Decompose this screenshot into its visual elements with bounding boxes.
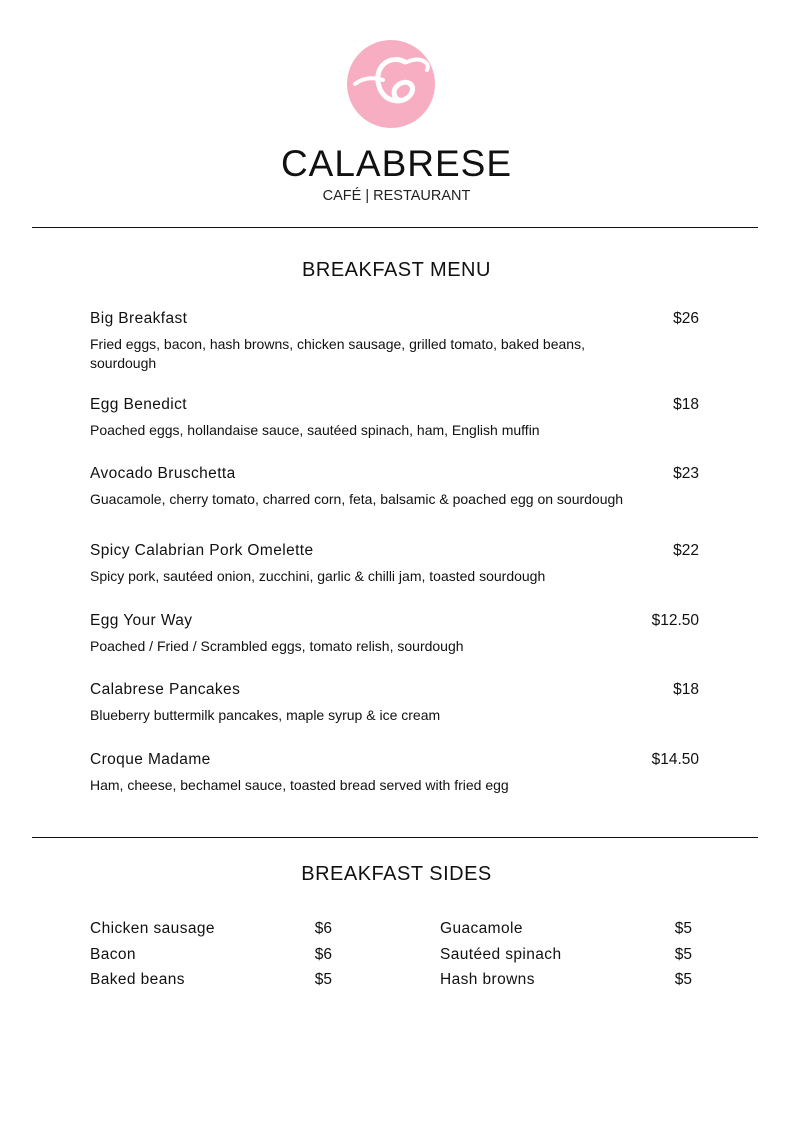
menu-item-price: $23	[673, 465, 699, 482]
menu-item-name: Big Breakfast	[90, 310, 188, 327]
menu-item-price: $12.50	[651, 612, 699, 629]
menu-item-description: Fried eggs, bacon, hash browns, chicken sausage, grilled tomato, baked beans, sourdough	[90, 336, 585, 371]
menu-item-price: $26	[673, 310, 699, 327]
menu-item-description: Poached / Fried / Scrambled eggs, tomato relish, sourdough	[90, 638, 464, 654]
menu-item-description: Ham, cheese, bechamel sauce, toasted bread served with fried egg	[90, 777, 509, 793]
side-item-price: $5	[314, 971, 332, 988]
menu-item-description: Blueberry buttermilk pancakes, maple syrup & ice cream	[90, 707, 441, 723]
side-item-name: Baked beans	[90, 971, 185, 988]
brand-name: CALABRESE	[280, 143, 513, 184]
side-item-name: Bacon	[90, 946, 136, 963]
script-c-logo-icon	[347, 40, 435, 128]
menu-item-name: Avocado Bruschetta	[90, 465, 236, 482]
breakfast-menu-title: BREAKFAST MENU	[302, 259, 491, 281]
side-item-price: $5	[674, 946, 692, 963]
side-item-name: Hash browns	[440, 971, 535, 988]
menu-item-price: $22	[673, 542, 699, 559]
side-item-price: $6	[314, 946, 332, 963]
menu-item-price: $18	[673, 681, 699, 698]
menu-item-name: Egg Your Way	[90, 612, 193, 629]
menu-item-name: Spicy Calabrian Pork Omelette	[90, 542, 314, 559]
menu-item-name: Egg Benedict	[90, 396, 188, 413]
side-item-name: Sautéed spinach	[440, 946, 562, 963]
brand-subtitle: CAFÉ | RESTAURANT	[322, 188, 471, 204]
side-item-name: Chicken sausage	[90, 920, 215, 937]
side-item-price: $5	[674, 971, 692, 988]
divider	[32, 837, 758, 838]
divider	[32, 227, 758, 228]
menu-item-description: Guacamole, cherry tomato, charred corn, feta, balsamic & poached egg on sourdough	[90, 491, 624, 507]
side-item-name: Guacamole	[440, 920, 523, 937]
menu-item-name: Calabrese Pancakes	[90, 681, 241, 698]
menu-item-description: Poached eggs, hollandaise sauce, sautéed spinach, ham, English muffin	[90, 422, 540, 438]
menu-item-price: $18	[673, 396, 699, 413]
menu-item-price: $14.50	[651, 751, 699, 768]
menu-item-description: Spicy pork, sautéed onion, zucchini, garlic & chilli jam, toasted sourdough	[90, 568, 546, 584]
breakfast-sides-title: BREAKFAST SIDES	[301, 863, 492, 885]
side-item-price: $6	[314, 920, 332, 937]
menu-item-name: Croque Madame	[90, 751, 211, 768]
side-item-price: $5	[674, 920, 692, 937]
